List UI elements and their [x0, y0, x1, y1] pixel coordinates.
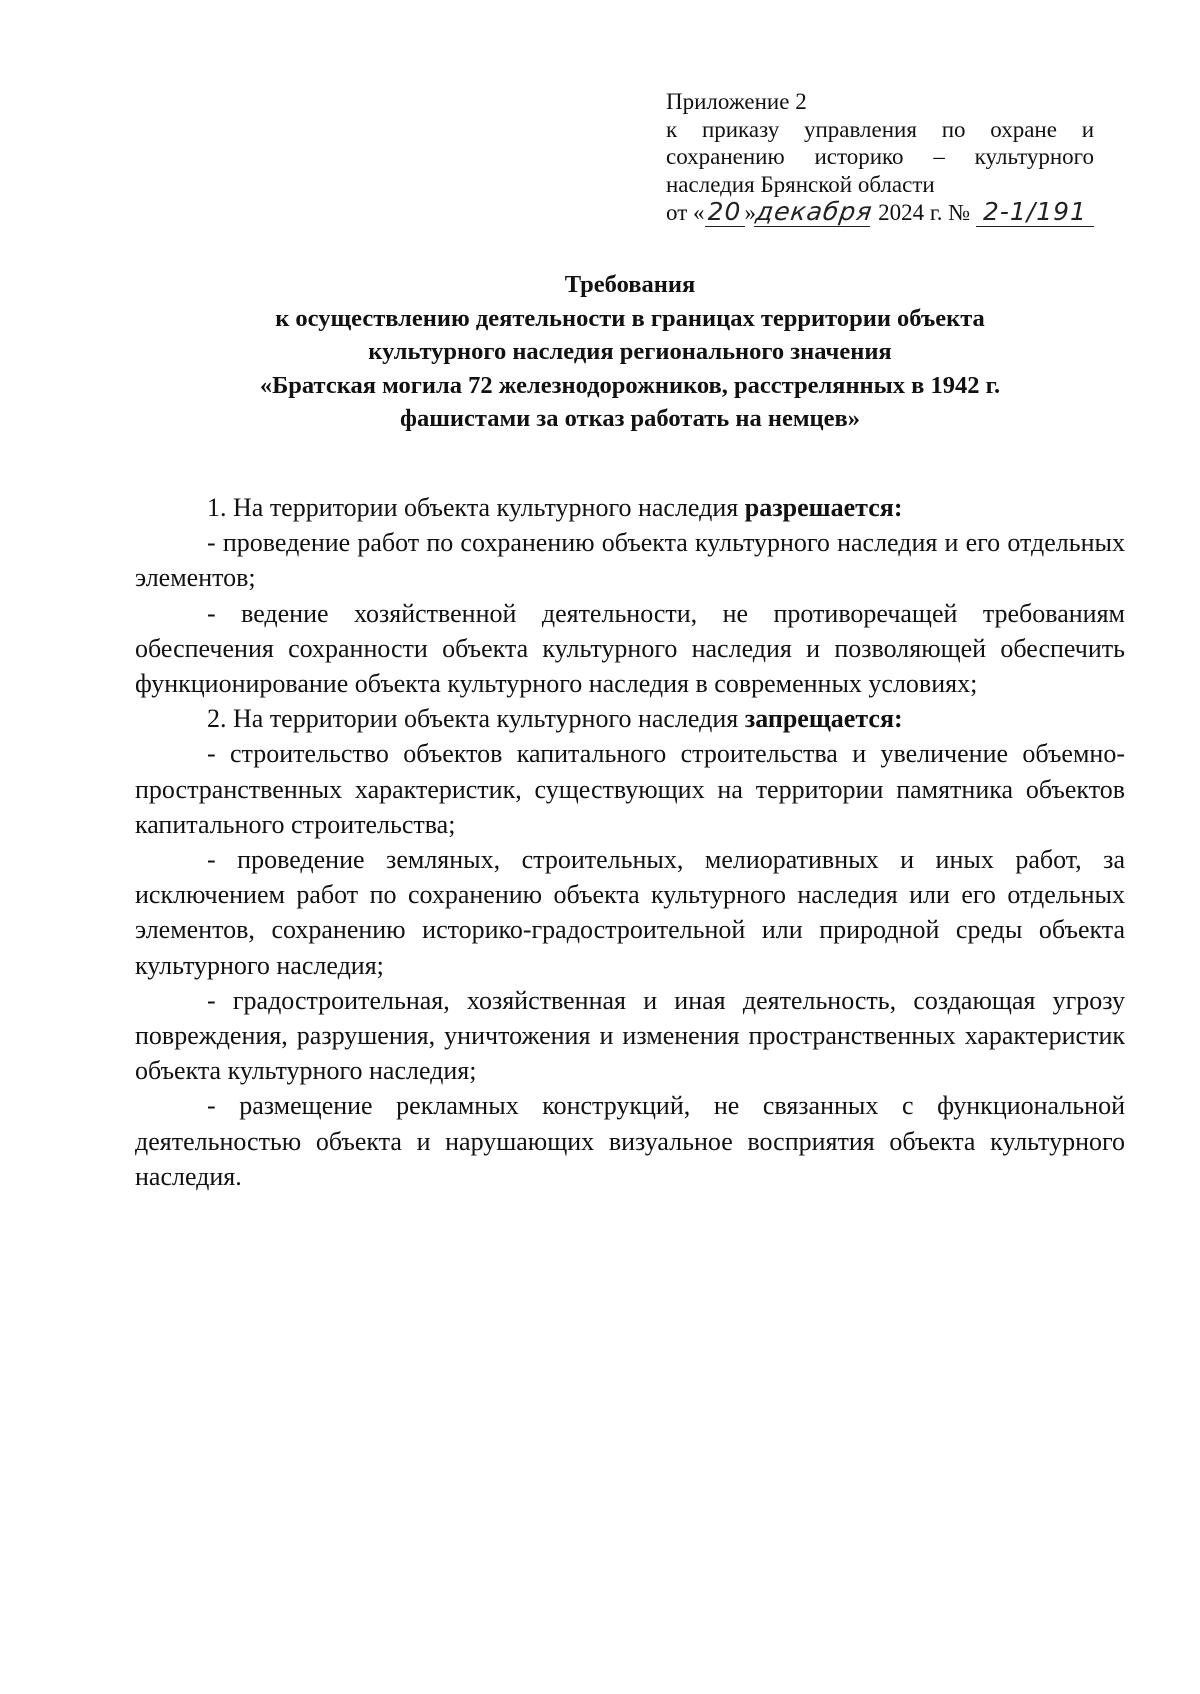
title-line-5: фашистами за отказ работать на немцев» — [400, 405, 860, 432]
title-line-1: Требования — [564, 271, 696, 298]
appendix-title: Приложение 2 — [666, 89, 807, 114]
appendix-department: сохранению историко – культурного — [666, 144, 1094, 169]
section-1-text: 1. На территории объекта культурного наследия — [207, 493, 745, 522]
date-prefix: от « — [666, 200, 705, 225]
handwritten-month: декабря — [754, 197, 875, 226]
section-1-heading — [135, 490, 1125, 525]
prohibited-item-4: - размещение рекламных конструкций, не связанных с функциональной деятельностью объекта и нарушающих визуальное восприятия объекта культурного наследия. — [135, 1091, 1125, 1191]
section-1-keyword: разрешается: — [744, 493, 903, 522]
prohibited-item-1: - строительство объектов капитального строительства и увеличение объемно-пространственных характеристик, существующих на территории памятника объектов капитального строительства; — [135, 739, 1125, 839]
appendix-date-line — [666, 198, 1094, 227]
allowed-item-1: - проведение работ по сохранению объекта культурного наследия и его отдельных элементов; — [135, 528, 1125, 593]
section-2-heading — [135, 701, 1125, 736]
appendix-region: наследия Брянской области — [666, 171, 935, 197]
date-quote-close: » — [744, 200, 756, 225]
document-body — [135, 490, 1125, 1194]
date-year: 2024 г. № — [872, 200, 976, 225]
handwritten-order-number: 2-1/191 — [976, 198, 1094, 227]
document-title — [120, 268, 1140, 436]
title-line-4: «Братская могила 72 железнодорожников, расстрелянных в 1942 г. — [259, 371, 1001, 399]
title-line-2: к осуществлению деятельности в границах территории объекта — [275, 304, 985, 332]
section-2-text: 2. На территории объекта культурного наследия — [207, 704, 745, 734]
title-line-3: культурного наследия регионального значения — [368, 338, 892, 365]
prohibited-item-2: - проведение земляных, строительных, мелиоративных и иных работ, за исключением работ по сохранению объекта культурного наследия или его отдельных элементов, сохранению историко-градостроительной или природной среды объекта культурного наследия; — [135, 845, 1125, 980]
section-2-keyword: запрещается: — [744, 704, 903, 734]
appendix-order-ref: к приказу управления по охране и — [666, 116, 1094, 142]
prohibited-item-3: - градостроительная, хозяйственная и иная деятельность, создающая угрозу повреждения, разрушения, уничтожения и изменения пространственных характеристик объекта культурного наследия; — [135, 985, 1125, 1086]
handwritten-day: 20 — [705, 198, 745, 227]
allowed-item-2: - ведение хозяйственной деятельности, не противоречащей требованиям обеспечения сохранности объекта культурного наследия и позволяющей обеспечить функционирование объекта культурного наследия в современных условиях; — [135, 598, 1125, 699]
appendix-block — [666, 88, 1094, 227]
